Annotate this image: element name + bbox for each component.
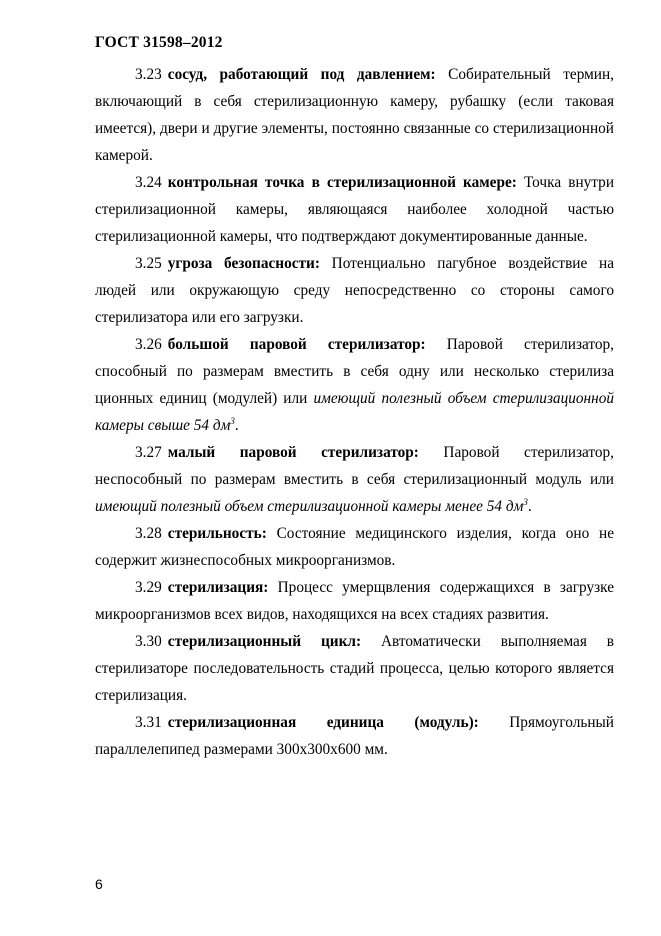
term: стерилизация:: [167, 579, 269, 596]
clause-number: 3.27: [135, 444, 162, 461]
definition-3-28: [95, 520, 614, 574]
clause-number: 3.30: [135, 633, 162, 650]
term: сосуд, работающий под давлением:: [167, 66, 436, 83]
definition-text: Паровой стерилизатор, неспособный по размерам вместить в себя стерилизационный модуль или: [95, 444, 614, 488]
definition-3-29: [95, 574, 614, 628]
superscript: 3: [230, 416, 235, 426]
term: стерилизационный цикл:: [167, 633, 362, 650]
definition-text: Точка внутри стерилизационной камеры, являющаяся наиболее холодной частью стерилизационной камеры, что подтверждают документированные данные.: [95, 174, 614, 245]
definition-text: Прямоугольный параллелепипед размерами 300x300x600 мм.: [95, 714, 614, 758]
definition-text: Состояние медицинского изделия, когда оно не содержит жизнеспособных микроорганизмов.: [95, 525, 614, 569]
clause-number: 3.23: [135, 66, 162, 83]
definition-text: Автоматически выполняемая в стерилизаторе последовательность стадий процесса, целью которого является стерилизация.: [95, 633, 614, 704]
term: малый паровой стерилизатор:: [167, 444, 419, 461]
definition-tail: .: [527, 498, 532, 515]
clause-number: 3.29: [135, 579, 162, 596]
definition-3-31: [95, 709, 614, 763]
superscript: 3: [523, 497, 528, 507]
term: контрольная точка в стерилизационной камере:: [167, 174, 517, 191]
definition-text: Процесс умерщвления содержащихся в загрузке микроорганизмов всех видов, находящихся на всех стадиях развития.: [95, 579, 614, 623]
clause-number: 3.31: [135, 714, 162, 731]
definition-3-26: [95, 331, 614, 439]
definition-text: Потенциально пагубное воздействие на людей или окружающую среду непосредственно со стороны самого стерилизатора или его загрузки.: [95, 255, 614, 326]
clause-number: 3.28: [135, 525, 162, 542]
term: большой паровой стерилизатор:: [167, 336, 426, 353]
definition-italic-text: имеющий полезный объем стерилизационной камеры менее 54 дм: [95, 498, 524, 515]
definition-3-27: [95, 439, 614, 520]
definition-3-30: [95, 628, 614, 709]
clause-number: 3.25: [135, 255, 162, 272]
definition-italic-text: имеющий полезный объем стерилизационной камеры свыше 54 дм: [95, 390, 614, 434]
document-body: [95, 61, 614, 763]
term: угроза безопасности:: [167, 255, 320, 272]
definition-3-23: [95, 61, 614, 169]
definition-text: Паровой стерилизатор, способный по размерам вместить в себя одну или несколько стерилиза ционных единиц (модулей) или: [95, 336, 614, 407]
clause-number: 3.24: [135, 174, 162, 191]
term: стерилизационная единица (модуль):: [167, 714, 479, 731]
definition-tail: .: [234, 417, 239, 434]
document-header: ГОСТ 31598–2012: [95, 34, 223, 51]
page-number: 6: [95, 876, 103, 892]
clause-number: 3.26: [135, 336, 162, 353]
definition-3-24: [95, 169, 614, 250]
definition-text: Собирательный термин, включающий в себя стерилизационную камеру, рубашку (если таковая имеется), двери и другие элементы, постоянно связанные со стерилизационной камерой.: [95, 66, 614, 164]
term: стерильность:: [167, 525, 267, 542]
definition-3-25: [95, 250, 614, 331]
